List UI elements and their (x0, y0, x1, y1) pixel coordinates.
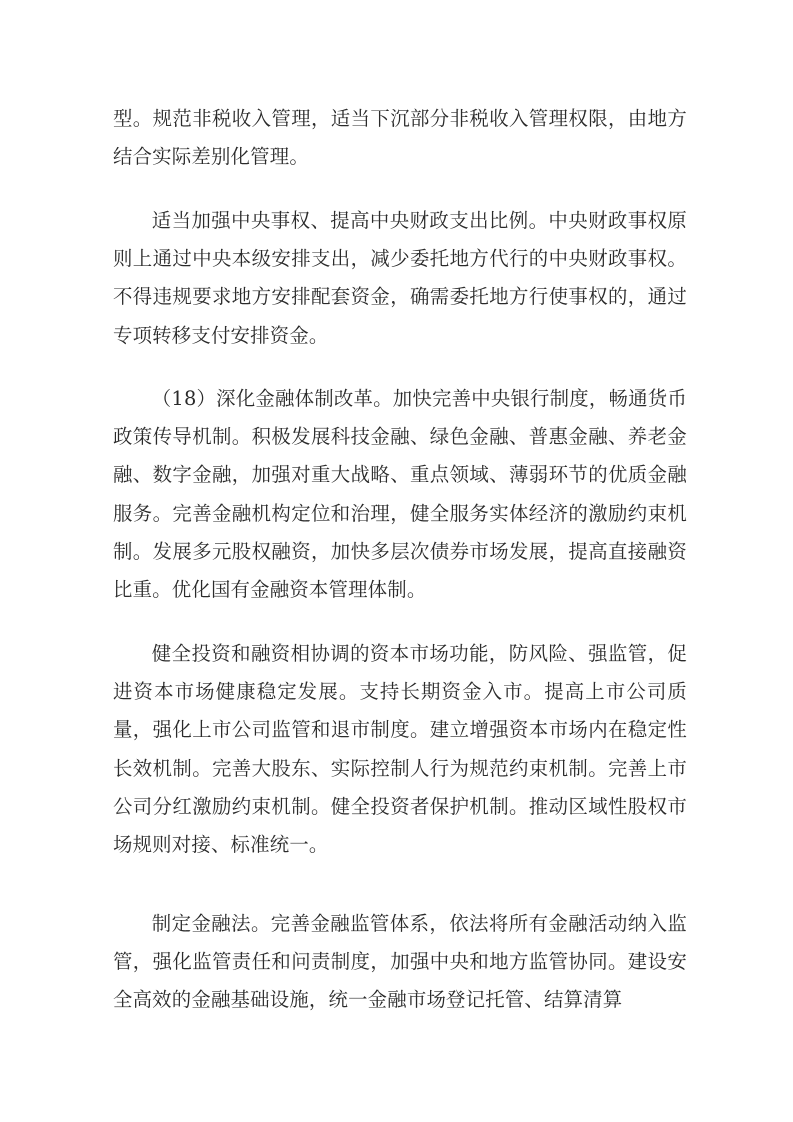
paragraph-financial-system-reform: （18）深化金融体制改革。加快完善中央银行制度，畅通货币政策传导机制。积极发展科技金融、绿色金融、普惠金融、养老金融、数字金融，加强对重大战略、重点领域、薄弱环节的优质金融服务。完善金融机构定位和治理，健全服务实体经济的激励约束机制。发展多元股权融资，加快多层次债券市场发展，提高直接融资比重。优化国有金融资本管理体制。 (113, 387, 687, 602)
paragraph-non-tax-revenue-continued: 型。规范非税收入管理，适当下沉部分非税收入管理权限，由地方结合实际差别化管理。 (113, 107, 687, 169)
paragraph-central-fiscal-authority: 适当加强中央事权、提高中央财政支出比例。中央财政事权原则上通过中央本级安排支出，减少委托地方代行的中央财政事权。不得违规要求地方安排配套资金，确需委托地方行使事权的，通过专项转移支付安排资金。 (113, 209, 687, 347)
paragraph-capital-market: 健全投资和融资相协调的资本市场功能，防风险、强监管，促进资本市场健康稳定发展。支持长期资金入市。提高上市公司质量，强化上市公司监管和退市制度。建立增强资本市场内在稳定性长效机制。完善大股东、实际控制人行为规范约束机制。完善上市公司分红激励约束机制。健全投资者保护机制。推动区域性股权市场规则对接、标准统一。 (113, 642, 687, 857)
paragraph-financial-law: 制定金融法。完善金融监管体系，依法将所有金融活动纳入监管，强化监管责任和问责制度，加强中央和地方监管协同。建设安全高效的金融基础设施，统一金融市场登记托管、结算清算 (113, 912, 687, 1012)
